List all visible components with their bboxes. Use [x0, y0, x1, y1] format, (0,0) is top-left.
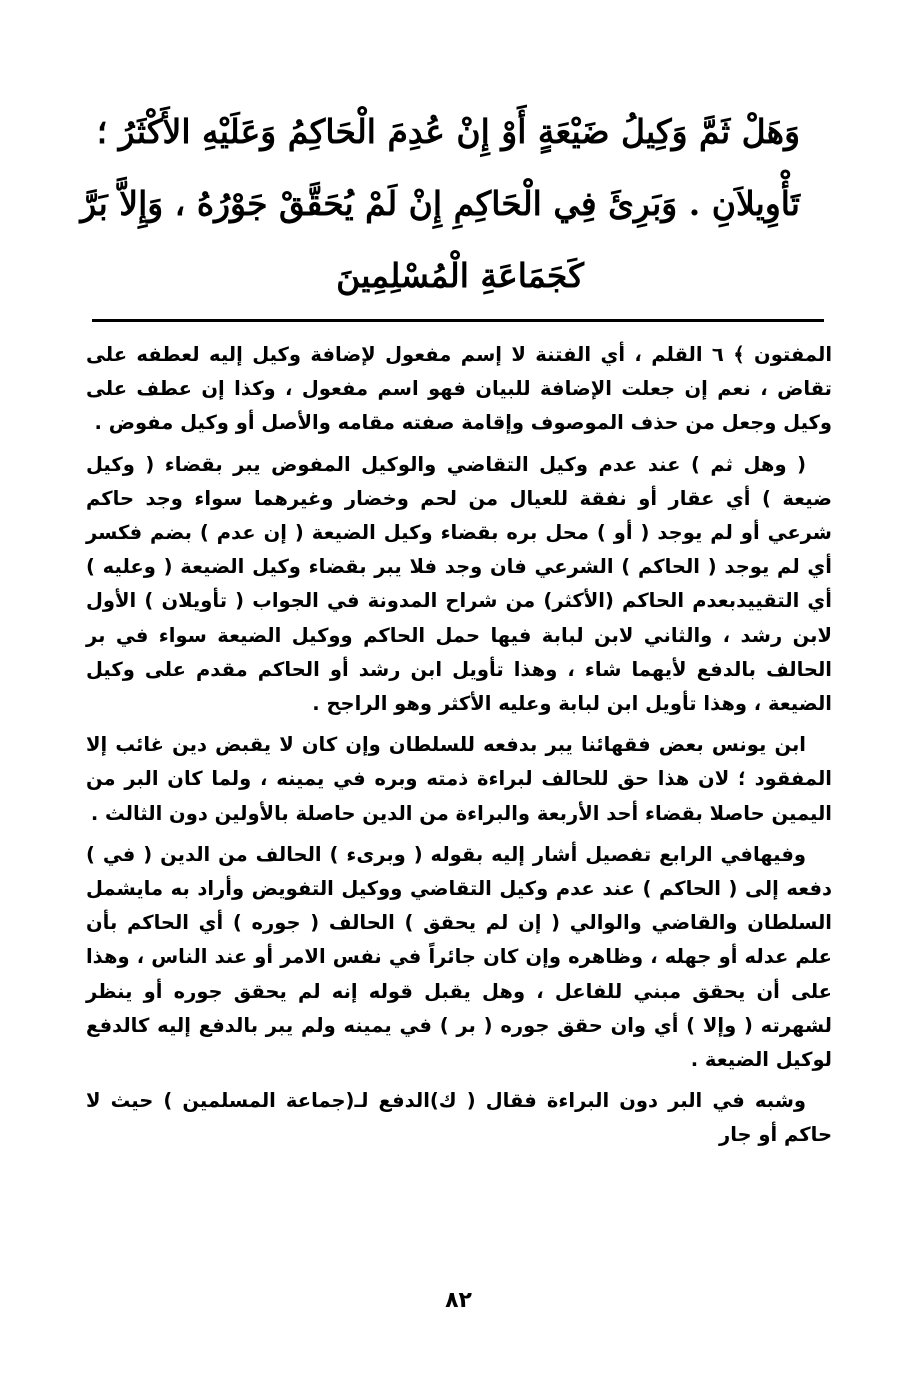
commentary-paragraph-4: وفيهافي الرابع تفصيل أشار إليه بقوله ( وبرىء ) الحالف من الدين ( في ) دفعه إلى ( الحاكم ) عند عدم وكيل التقاضي ووكيل التفويض وأراد به مايشمل السلطان والقاضي والوالي ( إن لم يحقق ) الحالف ( جوره ) أي الحاكم بأن علم عدله أو جهله ، وظاهره وإن كان جائراً في نفس الامر أو عند الناس ، وهذا على أن يحقق مبني للفاعل ، وهل يقبل قوله إنه لم يحقق جوره أو ينظر لشهرته ( وإلا ) أي وان حقق جوره ( بر ) في يمينه ولم يبر بالدفع إليه كالدفع لوكيل الضيعة .: [86, 842, 832, 1072]
commentary-paragraph-2: ( وهل ثم ) عند عدم وكيل التقاضي والوكيل المفوض يبر بقضاء ( وكيل ضيعة ) أي عقار أو نفقة للعيال من لحم وخضار وغيرهما سواء وجد حاكم شرعي أو لم يوجد ( أو ) محل بره بقضاء وكيل الضيعة ( إن عدم ) بضم فكسر أي لم يوجد ( الحاكم ) الشرعي فان وجد فلا يبر بقضاء وكيل الضيعة ( وعليه ) أي التقييدبعدم الحاكم (الأكثر) من شراح المدونة في الجواب ( تأويلان ) الأول لابن رشد ، والثاني لابن لبابة فيها حمل الحاكم ووكيل الضيعة سواء في بر الحالف بالدفع لأيهما شاء ، وهذا تأويل ابن رشد أو الحاكم مقدم على وكيل الضيعة ، وهذا تأويل ابن لبابة وعليه الأكثر وهو الراجح .: [86, 452, 832, 716]
commentary-paragraph-3: ابن يونس بعض فقهائنا يبر بدفعه للسلطان وإن كان لا يقبض دين غائب إلا المفقود ؛ لان هذا حق للحالف لبراءة ذمته وبره في يمينه ، ولما كان البر من اليمين حاصلا بقضاء أحد الأربعة والبراءة من الدين حاصلة بالأولين دون الثالث .: [86, 733, 832, 825]
matn-text: [80, 96, 800, 312]
matn-line-3: كَجَمَاعَةِ الْمُسْلِمِينَ: [336, 256, 584, 295]
page-number: ٨٢: [445, 1288, 472, 1313]
matn-line-2: تَأْوِيلاَنِ . وَبَرِئَ فِي الْحَاكِمِ إِنْ لَمْ يُحَقَّقْ جَوْرُهُ ، وَإِلاَّ بَرَّ: [80, 184, 800, 223]
matn-line-1: وَهَلْ ثَمَّ وَكِيلُ ضَيْعَةٍ أَوْ إِنْ عُدِمَ الْحَاكِمُ وَعَلَيْهِ الأَكْثَرُ ؛: [96, 112, 800, 151]
separator-rule: [92, 319, 824, 322]
commentary-paragraph-1: المفتون ﴾ ٦ القلم ، أي الفتنة لا إسم مفعول لإضافة وكيل إليه لعطفه على تقاض ، نعم إن جعلت الإضافة للبيان فهو اسم مفعول ، وكذا إن عطف على وكيل وجعل من حذف الموصوف وإقامة صفته مقامه والأصل أو وكيل مفوض .: [86, 343, 833, 435]
commentary-paragraph-5: وشبه في البر دون البراءة فقال ( ك)الدفع لـ(جماعة المسلمين ) حيث لا حاكم أو جار: [86, 1089, 832, 1147]
commentary-text: [86, 338, 832, 1160]
